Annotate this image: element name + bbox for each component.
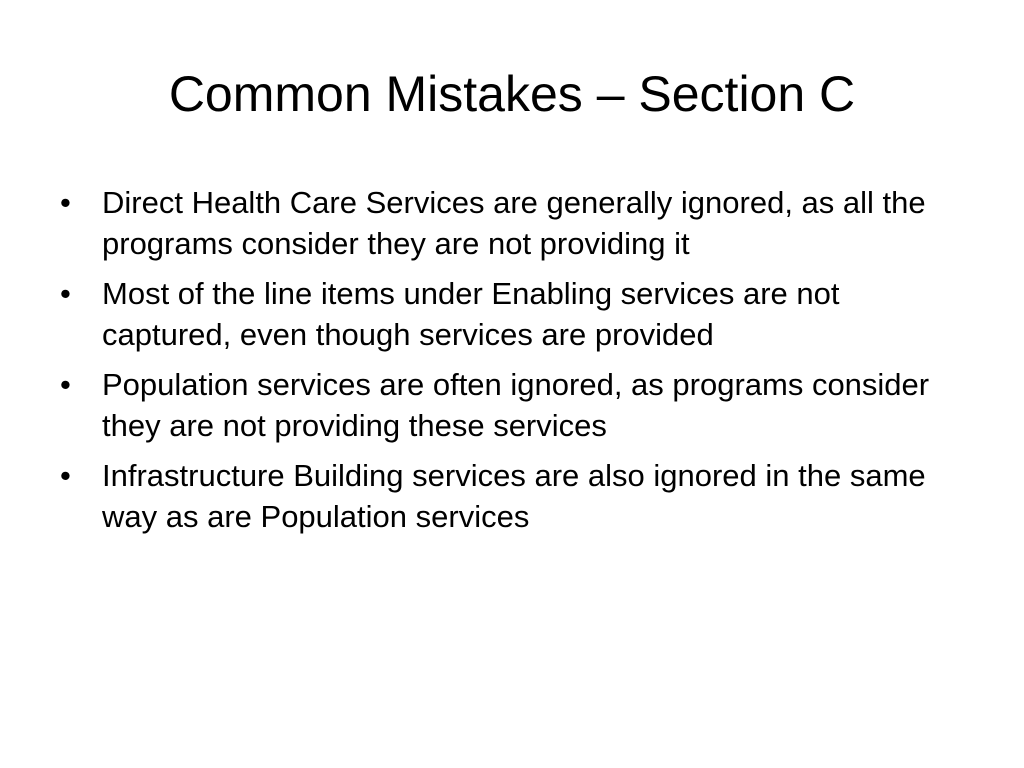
bullet-icon: • xyxy=(60,367,71,402)
bullet-icon: • xyxy=(60,185,71,220)
bullet-icon: • xyxy=(60,458,71,493)
bullet-text: Population services are often ignored, as programs consider they are not providing these services xyxy=(102,367,930,443)
bullet-text: Direct Health Care Services are generally ignored, as all the programs consider they are not providing it xyxy=(102,185,926,261)
bullet-text: Most of the line items under Enabling services are not captured, even though services are provided xyxy=(102,276,840,352)
bullet-list xyxy=(58,182,968,546)
bullet-icon: • xyxy=(60,276,71,311)
slide-title: Common Mistakes – Section C xyxy=(168,66,856,122)
bullet-item xyxy=(58,273,968,355)
bullet-text: Infrastructure Building services are also ignored in the same way as are Population services xyxy=(102,458,926,534)
bullet-item xyxy=(58,364,968,446)
bullet-item xyxy=(58,182,968,264)
bullet-item xyxy=(58,455,968,537)
